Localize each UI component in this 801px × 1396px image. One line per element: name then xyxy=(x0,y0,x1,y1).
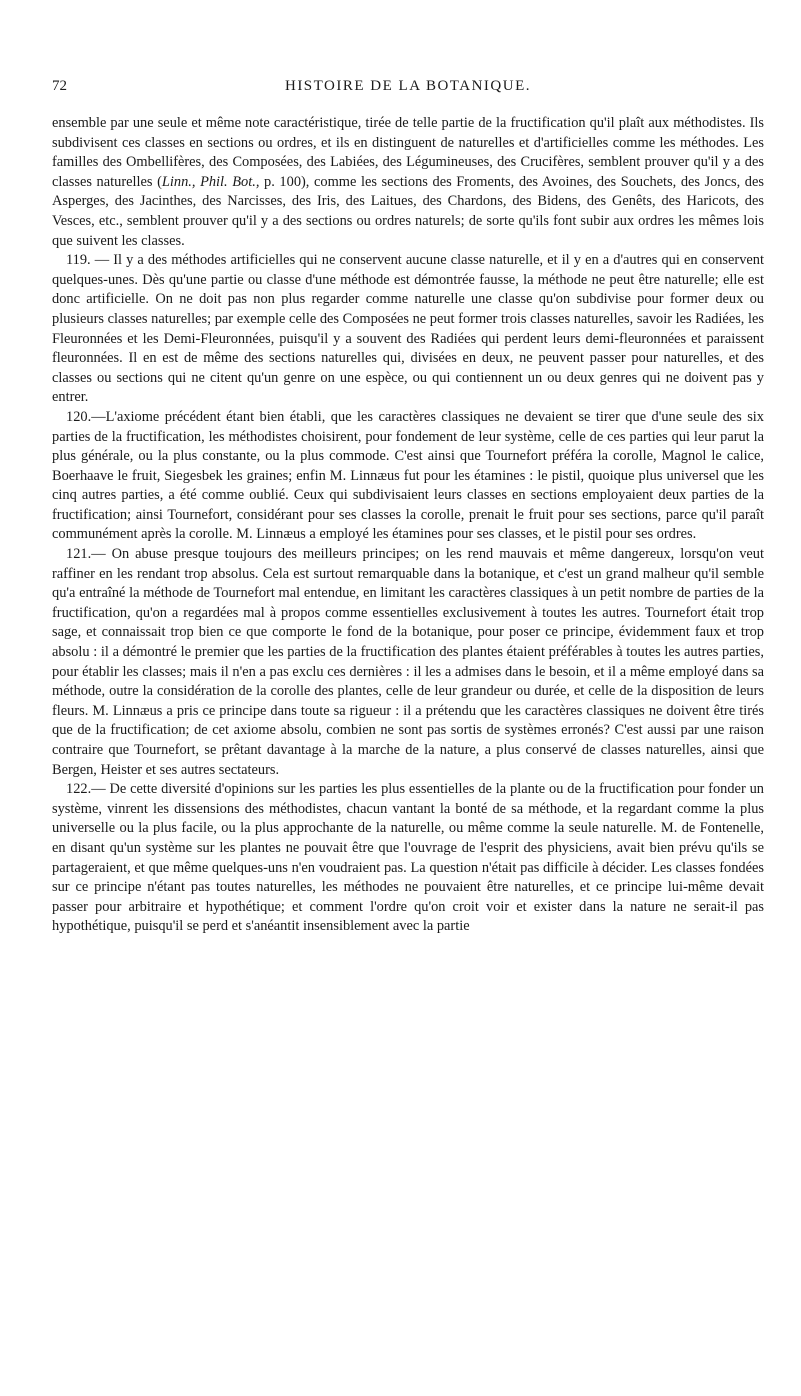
running-head: HISTOIRE DE LA BOTANIQUE. xyxy=(284,78,531,94)
paragraph-continuation xyxy=(52,114,764,251)
paragraph-number: 122. xyxy=(66,781,92,798)
paragraph-number: 119. xyxy=(66,252,91,269)
page-number: 72 xyxy=(52,78,67,94)
paragraph-text: ensemble par une seule et même note caractéristique, tirée de telle partie de la fructification qu'il plaît aux méthodistes. Ils subdivisent ces classes en sections ou ordres, et ils en distinguent de naturelles et d'artificielles comme les méthodes. Les familles des Ombellifères, des Composées, des Labiées, des Légumineuses, des Crucifères, semblent prouver qu'il y a des classes naturelles ( xyxy=(52,115,764,190)
citation: Linn., Phil. Bot., xyxy=(161,173,260,190)
paragraph-text: — Il y a des méthodes artificielles qui ne conservent aucune classe naturelle, et il y en a d'autres qui en conservent quelques-unes. Dès qu'une partie ou classe d'une méthode est démontrée fausse, la méthode ne peut être naturelle; elle est donc artificielle. On ne doit pas non plus regarder comme naturelle une classe qu'on subdivise pour former deux ou plusieurs classes naturelles; par exemple celle des Composées ne peut former trois classes naturelles, savoir les Radiées, les Fleuronnées et les Demi-Fleuronnées, puisqu'il y a souvent des Radiées qui perdent leurs demi-fleuronnées et paraissent fleuronnées. Il en est de même des sections naturelles qui, divisées en deux, ne peuvent passer pour naturelles, et des classes ou sections qui ne citent qu'un genre on une espèce, ou qui contiennent un ou deux genres qui ne doivent pas y entrer. xyxy=(52,252,764,406)
paragraph-119 xyxy=(52,251,764,408)
paragraph-122 xyxy=(52,780,764,937)
paragraph-text: p. 100), comme les sections des Froments, des Avoines, des Souchets, des Joncs, des Asperges, des Jacinthes, des Narcisses, des Iris, des Laitues, des Chardons, des Bidens, des Genêts, des Haricots, des Vesces, etc., semblent prouver qu'il y a des sections ou ordres naturels; de sorte qu'ils font subir aux ordres les mêmes lois que suivent les classes. xyxy=(52,173,764,249)
paragraph-number: 120. xyxy=(66,408,92,425)
book-page xyxy=(52,0,764,935)
paragraph-120 xyxy=(52,408,764,545)
page-header xyxy=(52,0,764,94)
paragraph-number: 121. xyxy=(66,546,92,563)
paragraph-text: — De cette diversité d'opinions sur les parties les plus essentielles de la plante ou de la fructification pour fonder un système, vinrent les dissensions des méthodistes, chacun vantant la bonté de sa méthode, et la regardant comme la plus universelle ou la plus facile, ou la plus approchante de la naturelle, ou même comme la seule naturelle. M. de Fontenelle, en disant qu'un système sur les plantes ne pouvait être que l'ouvrage de l'esprit des physiciens, avait bien prévu qu'ils se partageraient, et que même quelques-uns n'en voudraient pas. La question n'était pas difficile à décider. Les classes fondées sur ce principe n'étant pas toutes naturelles, les méthodes ne pouvaient être naturelles, et ce principe lui-même devait passer pour arbitraire et hypothétique; et comment l'ordre qu'on croit voir et exister dans la nature ne serait-il pas hypothétique, puisqu'il se perd et s'anéantit insensiblement avec la partie xyxy=(52,781,764,935)
paragraph-text: —L'axiome précédent étant bien établi, que les caractères classiques ne devaient se tirer que d'une seule des six parties de la fructification, les méthodistes choisirent, pour fondement de leur système, celle de ces parties qui leur parut la plus générale, ou la plus constante, ou la plus commode. C'est ainsi que Tournefort préféra la corolle, Magnol le calice, Boerhaave le fruit, Siegesbek les graines; enfin M. Linnæus fut pour les étamines : le pistil, quoique plus universel que les cinq autres parties, a été comme oublié. Ceux qui subdivisaient leurs classes en sections employaient deux parties de la fructification; ainsi Tournefort, considérant pour ses classes la corolle, prenait le fruit pour ses sections, parce qu'il paraît communément après la corolle. M. Linnæus a employé les étamines pour ses classes, et le pistil pour ses ordres. xyxy=(52,408,764,543)
paragraph-text: — On abuse presque toujours des meilleurs principes; on les rend mauvais et même dangereux, lorsqu'on veut raffiner en les rendant trop absolus. Cela est surtout remarquable dans la botanique, et c'est un grand malheur qu'il semble qu'a entraîné la méthode de Tournefort mal entendue, en limitant les caractères classiques à un petit nombre de parties de la fructification, qu'on a regardées mal à propos comme essentielles exclusivement à toutes les autres. Tournefort était trop sage, et connaissait trop bien ce que comporte le fond de la botanique, pour poser ce principe, évidemment faux et trop absolu : il a démontré le premier que les parties de la fructification des plantes étaient préférables à toutes les autres parties, pour établir les classes; mais il n'en a pas exclu ces dernières : il les a admises dans le besoin, et il a même employé dans sa méthode, outre la considération de la corolle des plantes, celle de leur grandeur ou durée, et celle de la disposition de leurs fleurs. M. Linnæus a pris ce principe dans toute sa rigueur : il a prétendu que les caractères classiques ne doivent être tirés que de la fructification; de cet axiome absolu, combien ne sont pas sortis de systèmes erronés? C'est aussi par une raison contraire que Tournefort, se prêtant davantage à la marche de la nature, a plus conservé de classes naturelles, ainsi que Bergen, Heister et ses autres sectateurs. xyxy=(52,546,764,778)
body-text xyxy=(52,114,764,937)
paragraph-121 xyxy=(52,545,764,780)
